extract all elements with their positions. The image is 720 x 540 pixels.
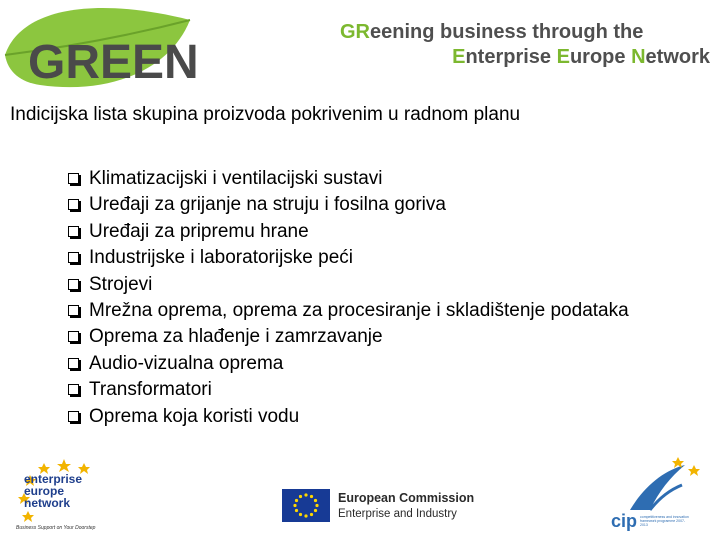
list-item-text: Uređaji za grijanje na struju i fosilna goriva	[89, 194, 446, 216]
checkbox-bullet-icon	[68, 358, 79, 369]
footer	[0, 455, 720, 540]
list-item-text: Oprema za hlađenje i zamrzavanje	[89, 326, 383, 348]
tagline-highlight: GR	[340, 21, 370, 43]
ec-name: European Commission	[338, 491, 475, 505]
ec-label	[338, 491, 474, 520]
list-item-text: Audio-vizualna oprema	[89, 352, 284, 374]
product-group-list	[68, 166, 668, 430]
cip-logo-text: cip	[611, 511, 638, 531]
checkbox-bullet-icon	[68, 252, 79, 263]
tagline-text: etwork	[645, 46, 710, 68]
checkbox-bullet-icon	[68, 305, 79, 316]
tagline-highlight: E	[556, 46, 570, 68]
tagline-line-2	[340, 45, 710, 70]
list-item	[68, 192, 668, 218]
list-item	[68, 377, 668, 403]
een-line: network	[24, 496, 71, 510]
header	[0, 0, 720, 100]
list-item	[68, 219, 668, 245]
list-item-text: Strojevi	[89, 273, 153, 295]
list-item-text: Klimatizacijski i ventilacijski sustavi	[89, 168, 383, 189]
list-item	[68, 404, 668, 430]
cip-subtitle: competitiveness and innovation framework programme 2007-2013	[640, 515, 689, 527]
tagline-text: eening business through the	[370, 21, 644, 43]
list-item-text: Transformatori	[89, 379, 212, 401]
checkbox-bullet-icon	[68, 384, 79, 395]
checkbox-bullet-icon	[68, 331, 79, 342]
checkbox-bullet-icon	[68, 173, 79, 184]
eu-flag-icon	[282, 489, 330, 522]
tagline-text: urope	[569, 46, 632, 68]
list-item	[68, 166, 668, 192]
een-tagline: Business Support on Your Doorstep	[16, 525, 96, 531]
checkbox-bullet-icon	[68, 226, 79, 237]
list-item	[68, 324, 668, 350]
green-leaf-logo-icon	[0, 0, 200, 100]
checkbox-bullet-icon	[68, 199, 79, 210]
een-line: europe	[24, 484, 65, 498]
checkbox-bullet-icon	[68, 279, 79, 290]
tagline-highlight: N	[631, 46, 646, 68]
list-item-text: Oprema koja koristi vodu	[89, 405, 300, 427]
tagline-text: nterprise	[465, 46, 557, 68]
tagline-line-1	[340, 20, 710, 45]
logo-text: GREEN	[28, 36, 199, 89]
list-item-text: Uređaji za pripremu hrane	[89, 220, 309, 242]
ec-department: Enterprise and Industry	[338, 508, 457, 520]
een-wordmark	[24, 473, 82, 509]
page-title: Indicijska lista skupina proizvoda pokrivenim u radnom planu	[10, 104, 521, 125]
list-item	[68, 298, 668, 324]
list-item	[68, 272, 668, 298]
list-item	[68, 245, 668, 271]
tagline-highlight: E	[452, 46, 466, 68]
list-item	[68, 351, 668, 377]
list-item-text: Industrijske i laboratorijske peći	[89, 247, 354, 269]
list-item-text: Mrežna oprema, oprema za procesiranje i skladištenje podataka	[89, 300, 629, 322]
tagline	[340, 20, 710, 70]
een-line: enterprise	[24, 472, 83, 486]
checkbox-bullet-icon	[68, 411, 79, 422]
